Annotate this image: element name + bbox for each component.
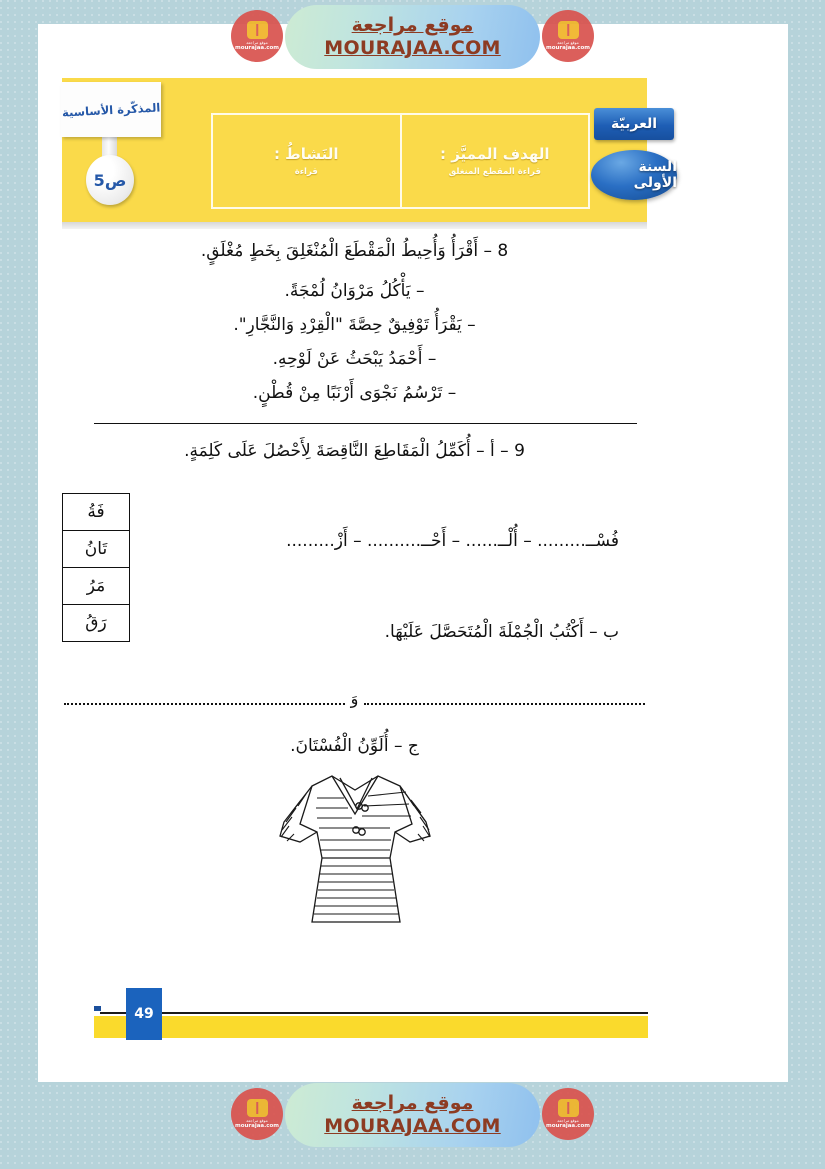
dress-illustration-wrap: [62, 762, 647, 937]
watermark-banner-top: [225, 2, 600, 72]
notebook-tab-label: المذكّرة الأساسية: [61, 99, 161, 120]
syllable-cell: مَرُ: [63, 567, 130, 604]
watermark-logo-arabic: موقع مراجعة: [557, 1117, 579, 1123]
syllable-cell: رَقُ: [63, 604, 130, 641]
table-row: [63, 604, 130, 641]
exercise-8-item: – يَأْكُلُ مَرْوَانُ لُمْجَةً.: [284, 280, 425, 301]
footer-rule: [100, 1012, 648, 1014]
header-shadow: [62, 222, 647, 229]
worksheet-content: [62, 240, 647, 937]
answer-separator: وَ: [350, 689, 359, 709]
mourajaa-logo-icon: [231, 1088, 283, 1140]
watermark-logo-english: mourajaa.com: [234, 1123, 280, 1130]
table-row: [63, 530, 130, 567]
mourajaa-logo-icon: [542, 1088, 594, 1140]
watermark-logo-arabic: موقع مراجعة: [246, 39, 268, 45]
syllable-cell: فَةُ: [63, 493, 130, 530]
page-number-label: 49: [134, 1006, 154, 1022]
watermark-logo-arabic: موقع مراجعة: [246, 1117, 268, 1123]
watermark-banner-bottom: [225, 1080, 600, 1150]
footer-bar: [100, 1016, 648, 1038]
header-info-boxes: [211, 113, 590, 209]
watermark-arabic: موقع مراجعة: [351, 1092, 474, 1115]
activity-box: [213, 115, 400, 207]
subject-badge-label: العربيّة: [610, 116, 658, 132]
mourajaa-logo-icon: [542, 10, 594, 62]
answer-dots-right[interactable]: [364, 692, 645, 705]
book-icon: [558, 21, 579, 39]
exercise-9-row: [62, 477, 647, 652]
exercise-8-item: – تَرْسُمُ نَجْوَى أَرْنَبًا مِنْ قُطْنٍ.: [252, 382, 457, 403]
objective-box: [400, 115, 589, 207]
watermark-english: MOURAJAA.COM: [324, 1114, 501, 1137]
watermark-logo-english: mourajaa.com: [234, 45, 280, 52]
year-badge: [591, 150, 677, 200]
page-tag-label: ص5: [93, 170, 127, 190]
watermark-english: MOURAJAA.COM: [324, 36, 501, 59]
exercise-8-item: – أَحْمَدُ يَبْحَثُ عَنْ لَوْحِهِ.: [272, 348, 437, 369]
exercise-9b-heading: ب – أَكْتُبُ الْجُمْلَةَ الْمُتَحَصَّلَ عَلَيْهَا.: [384, 621, 619, 642]
table-row: [63, 567, 130, 604]
mourajaa-logo-icon: [231, 10, 283, 62]
syllable-table: [62, 493, 130, 642]
syllable-cell: تَانُ: [63, 530, 130, 567]
notebook-tab: [61, 82, 161, 137]
section-divider: [94, 423, 637, 424]
watermark-logo-english: mourajaa.com: [545, 45, 591, 52]
striped-dress-icon: [260, 762, 450, 937]
exercise-9a-blanks[interactable]: فُسْــ......... – أُلْــ...... – أَحْــ.......... – أَزْ.........: [286, 530, 619, 551]
answer-write-line[interactable]: [64, 686, 645, 712]
exercise-8-heading: 8 – أَقْرَأُ وَأُحِيطُ الْمَقْطَعَ الْمُنْغَلِقَ بِخَطٍ مُغْلَقٍ.: [200, 241, 509, 261]
activity-title: النَشاطُ :: [273, 145, 339, 163]
page-number-box: [126, 988, 162, 1040]
book-icon: [247, 1099, 268, 1117]
exercise-9c-heading: ج – أُلَوِّنُ الْفُسْتَانَ.: [290, 735, 419, 756]
footer-tick: [94, 1006, 101, 1011]
exercise-8-item: – يَقْرَأُ تَوْفِيقٌ حِصَّةَ "الْقِرْدِ وَالنَّجَّارِ".: [233, 314, 476, 335]
exercise-9a-heading: 9 – أ – أُكَمِّلُ الْمَقَاطِعَ النَّاقِصَةَ لِأَحْصُلَ عَلَى كَلِمَةٍ.: [184, 440, 525, 461]
subject-badge: [594, 108, 674, 140]
book-icon: [558, 1099, 579, 1117]
book-icon: [247, 21, 268, 39]
objective-value: قراءة المقطع المنغلق: [448, 167, 541, 177]
objective-title: الهدف المميَّز :: [439, 145, 550, 163]
watermark-logo-english: mourajaa.com: [545, 1123, 591, 1130]
table-row: [63, 493, 130, 530]
watermark-logo-arabic: موقع مراجعة: [557, 39, 579, 45]
page-tag-oval: [86, 155, 134, 205]
watermark-arabic: موقع مراجعة: [351, 14, 474, 37]
year-badge-label: السنة الأولى: [633, 159, 677, 191]
watermark-text: [285, 5, 540, 69]
watermark-text: [285, 1083, 540, 1147]
answer-dots-left[interactable]: [64, 692, 345, 705]
activity-value: قراءة: [294, 167, 318, 177]
